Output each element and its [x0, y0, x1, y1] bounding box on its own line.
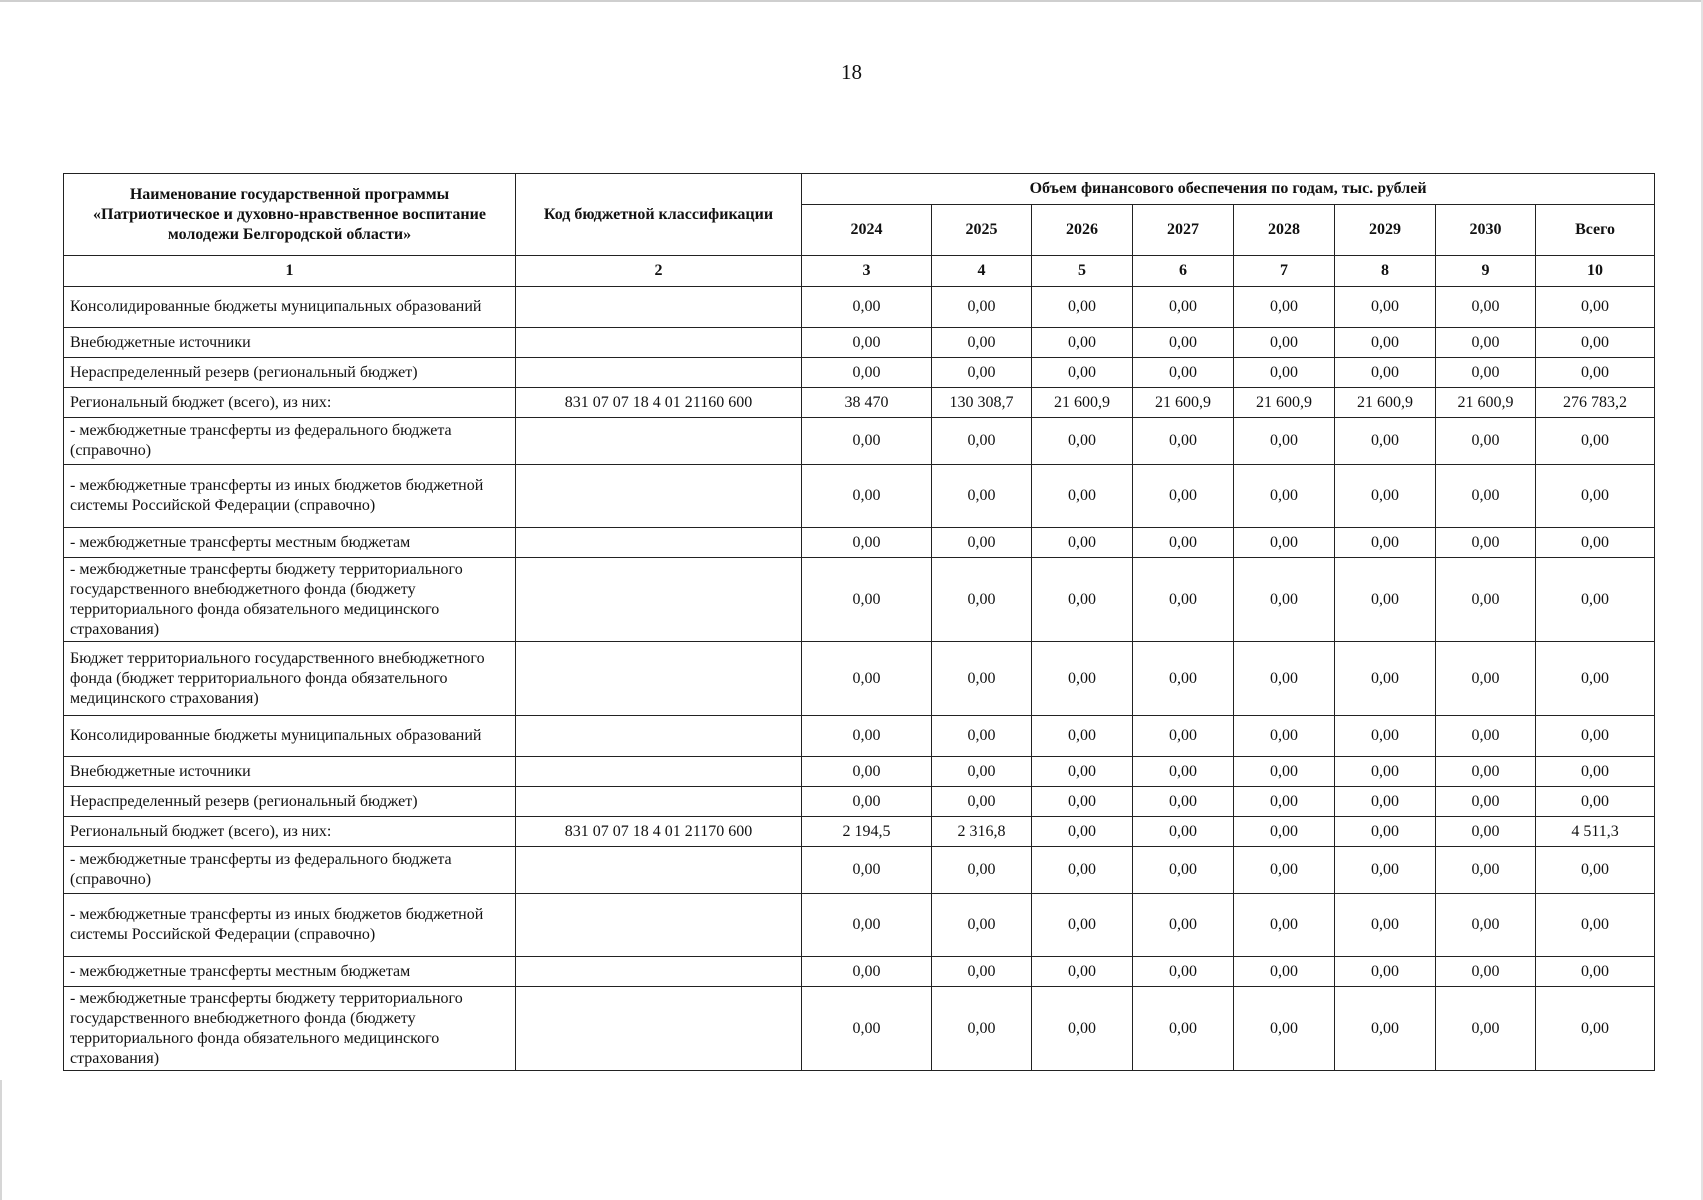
- row-year-value: 0,00: [1133, 894, 1234, 957]
- header-year: 2024: [802, 205, 932, 256]
- row-year-value: 0,00: [1234, 957, 1335, 987]
- row-year-value: 0,00: [1032, 987, 1133, 1071]
- row-budget-code: [516, 847, 802, 894]
- row-year-value: 0,00: [1335, 716, 1436, 757]
- column-index: 9: [1436, 256, 1536, 287]
- table-header: [64, 174, 1655, 287]
- row-total-value: 0,00: [1536, 716, 1655, 757]
- row-year-value: 0,00: [802, 757, 932, 787]
- row-budget-code: [516, 465, 802, 528]
- row-year-value: 0,00: [1133, 558, 1234, 642]
- column-index: 5: [1032, 256, 1133, 287]
- row-year-value: 0,00: [802, 418, 932, 465]
- row-year-value: 0,00: [1335, 757, 1436, 787]
- header-year: 2026: [1032, 205, 1133, 256]
- row-total-value: 0,00: [1536, 418, 1655, 465]
- row-year-value: 0,00: [1133, 528, 1234, 558]
- row-budget-code: [516, 987, 802, 1071]
- row-name: - межбюджетные трансферты из федерального бюджета (справочно): [64, 418, 516, 465]
- header-year: 2025: [932, 205, 1032, 256]
- row-year-value: 0,00: [802, 787, 932, 817]
- row-year-value: 2 194,5: [802, 817, 932, 847]
- row-year-value: 0,00: [1335, 328, 1436, 358]
- row-year-value: 0,00: [802, 987, 932, 1071]
- row-name: Нераспределенный резерв (региональный бюджет): [64, 787, 516, 817]
- row-total-value: 0,00: [1536, 287, 1655, 328]
- table-row: [64, 328, 1655, 358]
- row-year-value: 0,00: [1234, 787, 1335, 817]
- row-name: Бюджет территориального государственного внебюджетного фонда (бюджет территориального фонда обязательного медицинского страхования): [64, 642, 516, 716]
- table-row: [64, 358, 1655, 388]
- row-year-value: 0,00: [1436, 642, 1536, 716]
- table-row: [64, 787, 1655, 817]
- row-year-value: 0,00: [1436, 418, 1536, 465]
- row-year-value: 38 470: [802, 388, 932, 418]
- header-year: 2030: [1436, 205, 1536, 256]
- table-body: [64, 287, 1655, 1071]
- row-year-value: 0,00: [932, 558, 1032, 642]
- scan-edge-left: [0, 1080, 2, 1200]
- budget-table: [63, 173, 1655, 1071]
- row-year-value: 0,00: [1436, 558, 1536, 642]
- row-budget-code: [516, 358, 802, 388]
- header-year: 2029: [1335, 205, 1436, 256]
- row-year-value: 0,00: [1234, 418, 1335, 465]
- row-total-value: 0,00: [1536, 957, 1655, 987]
- row-budget-code: [516, 558, 802, 642]
- column-index: 8: [1335, 256, 1436, 287]
- row-year-value: 0,00: [1133, 716, 1234, 757]
- table-row: [64, 287, 1655, 328]
- row-year-value: 21 600,9: [1335, 388, 1436, 418]
- row-year-value: 0,00: [1234, 558, 1335, 642]
- table-row: [64, 817, 1655, 847]
- row-year-value: 0,00: [1335, 957, 1436, 987]
- row-year-value: 0,00: [1436, 894, 1536, 957]
- row-year-value: 0,00: [1133, 328, 1234, 358]
- row-year-value: 0,00: [802, 716, 932, 757]
- row-year-value: 0,00: [1234, 358, 1335, 388]
- row-total-value: 0,00: [1536, 987, 1655, 1071]
- row-year-value: 130 308,7: [932, 388, 1032, 418]
- row-year-value: 0,00: [1133, 642, 1234, 716]
- row-budget-code: [516, 287, 802, 328]
- row-year-value: 0,00: [1335, 418, 1436, 465]
- column-index: 4: [932, 256, 1032, 287]
- row-year-value: 0,00: [802, 558, 932, 642]
- row-budget-code: 831 07 07 18 4 01 21170 600: [516, 817, 802, 847]
- row-name: - межбюджетные трансферты из иных бюджетов бюджетной системы Российской Федерации (справочно): [64, 465, 516, 528]
- row-name: - межбюджетные трансферты местным бюджетам: [64, 528, 516, 558]
- row-year-value: 0,00: [1234, 716, 1335, 757]
- table-row: [64, 894, 1655, 957]
- row-budget-code: [516, 528, 802, 558]
- row-year-value: 0,00: [1133, 358, 1234, 388]
- row-year-value: 0,00: [802, 287, 932, 328]
- row-year-value: 0,00: [932, 328, 1032, 358]
- row-year-value: 0,00: [802, 847, 932, 894]
- row-year-value: 0,00: [1335, 287, 1436, 328]
- row-year-value: 0,00: [1032, 957, 1133, 987]
- row-year-value: 0,00: [932, 957, 1032, 987]
- row-year-value: 0,00: [1032, 328, 1133, 358]
- row-total-value: 0,00: [1536, 787, 1655, 817]
- row-year-value: 0,00: [1234, 328, 1335, 358]
- row-budget-code: [516, 757, 802, 787]
- table-row: [64, 465, 1655, 528]
- table-row: [64, 757, 1655, 787]
- page-number: 18: [841, 60, 862, 84]
- row-year-value: 0,00: [932, 716, 1032, 757]
- row-year-value: 0,00: [1032, 528, 1133, 558]
- row-name: - межбюджетные трансферты из федерального бюджета (справочно): [64, 847, 516, 894]
- row-year-value: 0,00: [1133, 418, 1234, 465]
- row-name: Региональный бюджет (всего), из них:: [64, 388, 516, 418]
- column-index: 2: [516, 256, 802, 287]
- row-year-value: 0,00: [1133, 987, 1234, 1071]
- row-year-value: 0,00: [802, 642, 932, 716]
- row-year-value: 0,00: [1335, 465, 1436, 528]
- table-row: [64, 388, 1655, 418]
- row-total-value: 0,00: [1536, 328, 1655, 358]
- row-budget-code: [516, 716, 802, 757]
- row-name: Консолидированные бюджеты муниципальных образований: [64, 716, 516, 757]
- row-year-value: 0,00: [1032, 465, 1133, 528]
- row-year-value: 0,00: [1032, 716, 1133, 757]
- table-row: [64, 642, 1655, 716]
- row-year-value: 0,00: [1032, 287, 1133, 328]
- row-year-value: 0,00: [1032, 558, 1133, 642]
- row-total-value: 4 511,3: [1536, 817, 1655, 847]
- row-year-value: 0,00: [932, 787, 1032, 817]
- row-year-value: 21 600,9: [1032, 388, 1133, 418]
- row-year-value: 21 600,9: [1436, 388, 1536, 418]
- row-year-value: 0,00: [1234, 817, 1335, 847]
- row-year-value: 0,00: [1234, 757, 1335, 787]
- row-year-value: 0,00: [1234, 847, 1335, 894]
- row-name: - межбюджетные трансферты из иных бюджетов бюджетной системы Российской Федерации (справочно): [64, 894, 516, 957]
- row-year-value: 0,00: [1436, 716, 1536, 757]
- header-total: Всего: [1536, 205, 1655, 256]
- row-year-value: 0,00: [1335, 894, 1436, 957]
- table-row: [64, 418, 1655, 465]
- table-row: [64, 716, 1655, 757]
- row-year-value: 0,00: [1436, 358, 1536, 388]
- row-year-value: 0,00: [1032, 787, 1133, 817]
- row-year-value: 0,00: [1032, 847, 1133, 894]
- row-name: - межбюджетные трансферты бюджету территориального государственного внебюджетного фонда (бюджету территориального фонда обязательного медицинского страхования): [64, 558, 516, 642]
- row-year-value: 21 600,9: [1133, 388, 1234, 418]
- row-year-value: 0,00: [1234, 894, 1335, 957]
- row-year-value: 0,00: [1234, 642, 1335, 716]
- row-total-value: 0,00: [1536, 847, 1655, 894]
- row-year-value: 0,00: [1234, 987, 1335, 1071]
- row-year-value: 0,00: [802, 465, 932, 528]
- table-row: [64, 847, 1655, 894]
- row-total-value: 276 783,2: [1536, 388, 1655, 418]
- row-budget-code: [516, 894, 802, 957]
- row-budget-code: [516, 787, 802, 817]
- row-year-value: 0,00: [1436, 957, 1536, 987]
- row-year-value: 0,00: [1436, 757, 1536, 787]
- row-year-value: 0,00: [1133, 757, 1234, 787]
- row-year-value: 0,00: [1133, 465, 1234, 528]
- row-budget-code: [516, 642, 802, 716]
- row-name: Нераспределенный резерв (региональный бюджет): [64, 358, 516, 388]
- row-year-value: 0,00: [802, 358, 932, 388]
- row-name: - межбюджетные трансферты бюджету территориального государственного внебюджетного фонда (бюджету территориального фонда обязательного медицинского страхования): [64, 987, 516, 1071]
- row-total-value: 0,00: [1536, 757, 1655, 787]
- header-year: 2027: [1133, 205, 1234, 256]
- table-row: [64, 558, 1655, 642]
- row-year-value: 0,00: [932, 847, 1032, 894]
- row-year-value: 0,00: [1032, 642, 1133, 716]
- row-name: Консолидированные бюджеты муниципальных образований: [64, 287, 516, 328]
- row-year-value: 0,00: [932, 987, 1032, 1071]
- row-year-value: 0,00: [1436, 465, 1536, 528]
- row-year-value: 0,00: [1032, 894, 1133, 957]
- row-year-value: 0,00: [1133, 847, 1234, 894]
- row-year-value: 0,00: [1436, 817, 1536, 847]
- row-total-value: 0,00: [1536, 465, 1655, 528]
- row-year-value: 0,00: [1436, 287, 1536, 328]
- row-budget-code: [516, 957, 802, 987]
- row-budget-code: [516, 328, 802, 358]
- row-year-value: 0,00: [1436, 528, 1536, 558]
- row-budget-code: 831 07 07 18 4 01 21160 600: [516, 388, 802, 418]
- header-funding-volume: Объем финансового обеспечения по годам, тыс. рублей: [802, 174, 1655, 205]
- scan-edge-top: [0, 0, 1703, 2]
- column-index-row: [64, 256, 1655, 287]
- row-total-value: 0,00: [1536, 358, 1655, 388]
- row-year-value: 0,00: [1335, 558, 1436, 642]
- row-year-value: 0,00: [1335, 358, 1436, 388]
- row-year-value: 2 316,8: [932, 817, 1032, 847]
- row-year-value: 0,00: [802, 957, 932, 987]
- row-year-value: 0,00: [1436, 847, 1536, 894]
- header-program-name: Наименование государственной программы «Патриотическое и духовно-нравственное воспитание молодежи Белгородской области»: [64, 174, 516, 256]
- row-year-value: 0,00: [802, 328, 932, 358]
- row-year-value: 0,00: [1133, 787, 1234, 817]
- row-year-value: 0,00: [1335, 987, 1436, 1071]
- row-name: Внебюджетные источники: [64, 757, 516, 787]
- column-index: 6: [1133, 256, 1234, 287]
- row-name: Региональный бюджет (всего), из них:: [64, 817, 516, 847]
- row-year-value: 0,00: [802, 894, 932, 957]
- row-year-value: 0,00: [1335, 642, 1436, 716]
- row-total-value: 0,00: [1536, 528, 1655, 558]
- column-index: 7: [1234, 256, 1335, 287]
- row-year-value: 0,00: [1133, 957, 1234, 987]
- row-year-value: 0,00: [1032, 358, 1133, 388]
- header-year: 2028: [1234, 205, 1335, 256]
- row-year-value: 0,00: [1335, 787, 1436, 817]
- row-year-value: 0,00: [1436, 987, 1536, 1071]
- row-year-value: 0,00: [932, 465, 1032, 528]
- row-year-value: 0,00: [1032, 757, 1133, 787]
- column-index: 1: [64, 256, 516, 287]
- row-budget-code: [516, 418, 802, 465]
- row-year-value: 0,00: [1335, 817, 1436, 847]
- row-year-value: 0,00: [1032, 817, 1133, 847]
- table-row: [64, 528, 1655, 558]
- row-name: - межбюджетные трансферты местным бюджетам: [64, 957, 516, 987]
- row-year-value: 0,00: [932, 894, 1032, 957]
- row-year-value: 0,00: [1436, 787, 1536, 817]
- header-budget-code: Код бюджетной классификации: [516, 174, 802, 256]
- table-row: [64, 957, 1655, 987]
- row-year-value: 0,00: [932, 528, 1032, 558]
- row-year-value: 0,00: [1234, 287, 1335, 328]
- row-year-value: 0,00: [802, 528, 932, 558]
- row-year-value: 0,00: [932, 642, 1032, 716]
- row-total-value: 0,00: [1536, 558, 1655, 642]
- row-total-value: 0,00: [1536, 642, 1655, 716]
- table-row: [64, 987, 1655, 1071]
- row-year-value: 0,00: [1234, 465, 1335, 528]
- row-year-value: 21 600,9: [1234, 388, 1335, 418]
- row-total-value: 0,00: [1536, 894, 1655, 957]
- row-year-value: 0,00: [932, 287, 1032, 328]
- row-year-value: 0,00: [1133, 817, 1234, 847]
- row-name: Внебюджетные источники: [64, 328, 516, 358]
- row-year-value: 0,00: [1436, 328, 1536, 358]
- row-year-value: 0,00: [932, 757, 1032, 787]
- row-year-value: 0,00: [1335, 528, 1436, 558]
- row-year-value: 0,00: [932, 358, 1032, 388]
- row-year-value: 0,00: [1335, 847, 1436, 894]
- column-index: 3: [802, 256, 932, 287]
- row-year-value: 0,00: [932, 418, 1032, 465]
- row-year-value: 0,00: [1133, 287, 1234, 328]
- row-year-value: 0,00: [1032, 418, 1133, 465]
- row-year-value: 0,00: [1234, 528, 1335, 558]
- column-index: 10: [1536, 256, 1655, 287]
